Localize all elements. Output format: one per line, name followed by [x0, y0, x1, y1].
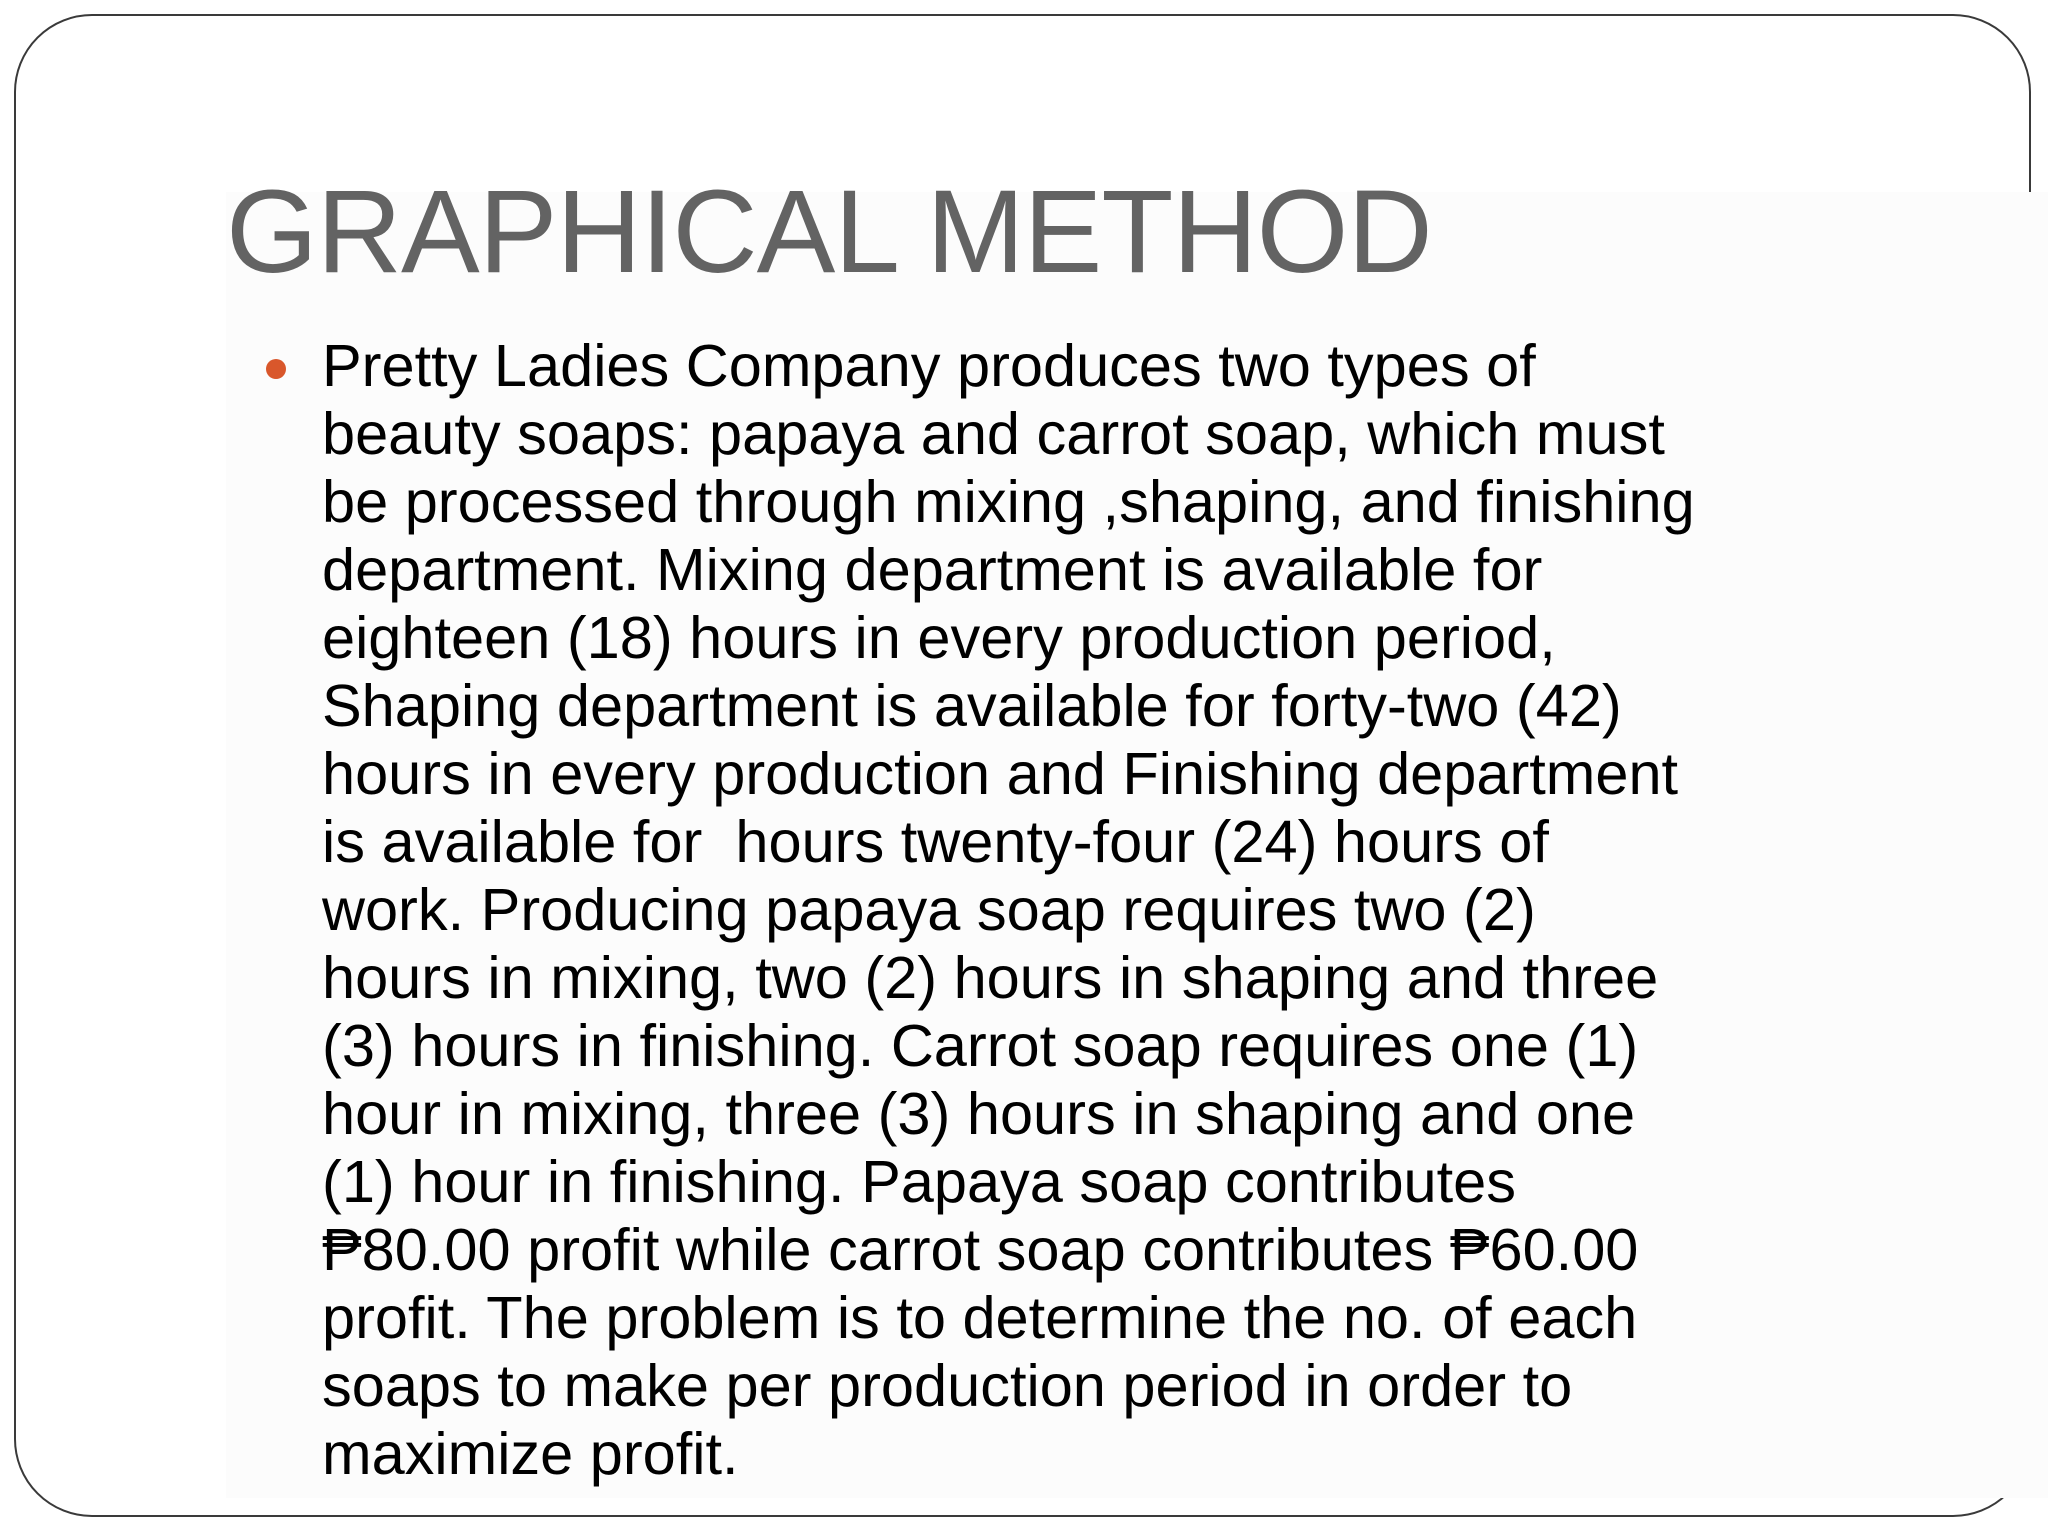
body-line: eighteen (18) hours in every production period, — [322, 604, 1556, 671]
body-line: maximize profit. — [322, 1420, 739, 1487]
body-line: hour in mixing, three (3) hours in shaping and one — [322, 1080, 1636, 1147]
body-line: (3) hours in finishing. Carrot soap requires one (1) — [322, 1012, 1639, 1079]
body-line: soaps to make per production period in order to — [322, 1352, 1573, 1419]
body-line: hours in every production and Finishing department — [322, 740, 1679, 807]
body-line: (1) hour in finishing. Papaya soap contributes — [322, 1148, 1517, 1215]
body-line: profit. The problem is to determine the no. of each — [322, 1284, 1638, 1351]
body-line: Shaping department is available for forty-two (42) — [322, 672, 1622, 739]
bullet-paragraph — [322, 332, 1802, 1488]
body-line: ₱80.00 profit while carrot soap contributes ₱60.00 — [322, 1216, 1639, 1283]
body-line: be processed through mixing ,shaping, and finishing — [322, 468, 1695, 535]
body-line: beauty soaps: papaya and carrot soap, which must — [322, 400, 1665, 467]
slide-title: GRAPHICAL METHOD — [226, 166, 1432, 298]
body-line: Pretty Ladies Company produces two types of — [322, 332, 1536, 399]
bullet-dot-icon — [266, 359, 286, 379]
body-line: department. Mixing department is available for — [322, 536, 1543, 603]
body-line: work. Producing papaya soap requires two (2) — [322, 876, 1536, 943]
body-line: hours in mixing, two (2) hours in shaping and three — [322, 944, 1659, 1011]
body-line: is available for hours twenty-four (24) hours of — [322, 808, 1549, 875]
